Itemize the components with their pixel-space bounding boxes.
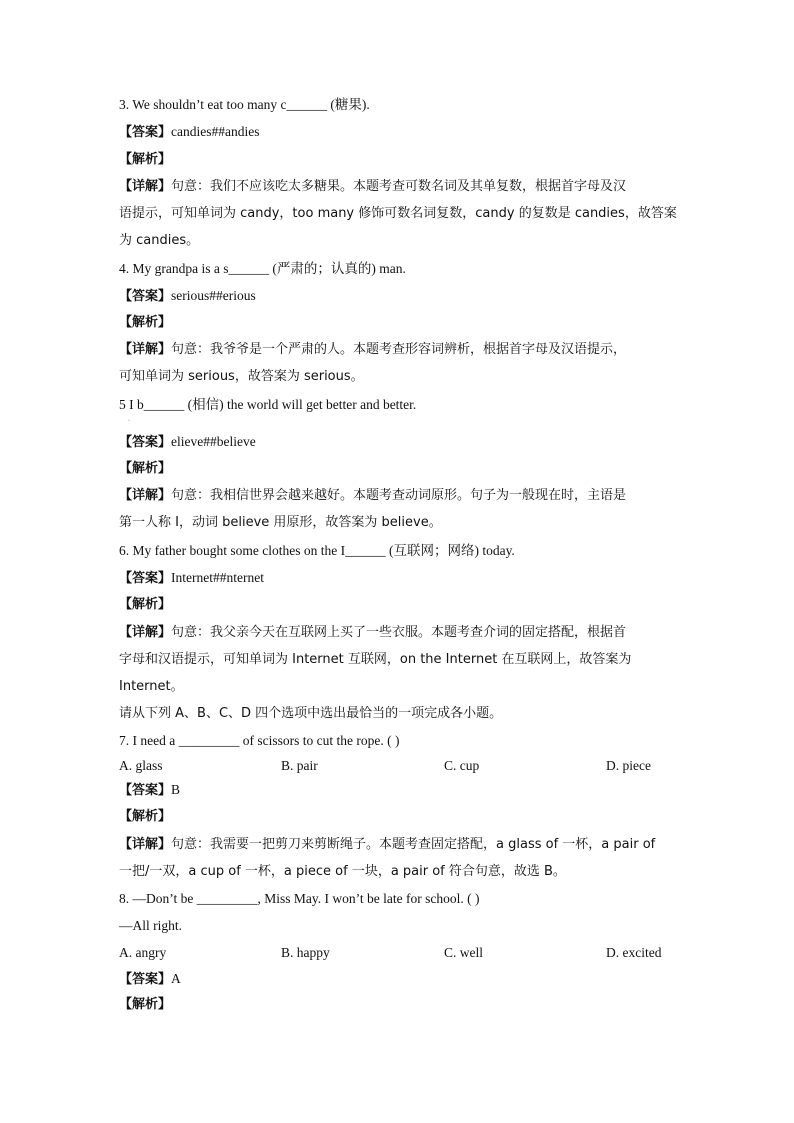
detail-line: 【详解】句意：我相信世界会越来越好。本题考查动词原形。句子为一般现在时，主语是 [119, 488, 627, 503]
detail-line: 【详解】句意：我爷爷是一个严肃的人。本题考查形容词辨析，根据首字母及汉语提示， [119, 342, 627, 357]
detail-line: 第一人称 I，动词 believe 用原形，故答案为 believe。 [119, 515, 442, 530]
answer-row-4 [119, 288, 256, 305]
answer-text: elieve##believe [171, 434, 256, 449]
question-3: 3. We shouldn’t eat too many c______ (糖果). [119, 97, 370, 112]
answer-row-7 [119, 782, 180, 799]
reply-line: —All right. [119, 918, 182, 933]
question-6: 6. My father bought some clothes on the I______ (互联网；网络) today. [119, 543, 515, 558]
detail-line: 【详解】句意：我们不应该吃太多糖果。本题考查可数名词及其单复数，根据首字母及汉 [119, 179, 627, 194]
detail-line: Internet。 [119, 679, 184, 694]
option-a: A. angry [119, 945, 167, 960]
detail-line: 语提示，可知单词为 candy，too many 修饰可数名词复数，candy 的复数是 candies，故答案 [119, 206, 677, 221]
analysis-tag: 【解析】 [119, 152, 172, 167]
detail-line: 【详解】句意：我需要一把剪刀来剪断绳子。本题考查固定搭配，a glass of 一杯，a pair of [119, 837, 656, 852]
option-d: D. excited [606, 945, 662, 960]
answer-tag: 【答案】 [119, 435, 172, 450]
answer-row-5 [119, 434, 256, 451]
option-c: C. well [444, 945, 483, 960]
detail-line: 一把/一双，a cup of 一杯，a piece of 一块，a pair of 符合句意，故选 B。 [119, 864, 566, 879]
analysis-tag: 【解析】 [119, 315, 172, 330]
answer-row-8 [119, 971, 181, 988]
detail-line: 可知单词为 serious，故答案为 serious。 [119, 369, 364, 384]
analysis-tag: 【解析】 [119, 461, 172, 476]
answer-text: candies##andies [171, 124, 260, 139]
answer-row-6 [119, 570, 264, 587]
option-b: B. pair [281, 758, 318, 773]
detail-line: 为 candies。 [119, 233, 200, 248]
answer-tag: 【答案】 [119, 289, 172, 304]
detail-line: 【详解】句意：我父亲今天在互联网上买了一些衣服。本题考查介词的固定搭配，根据首 [119, 625, 627, 640]
answer-text: Internet##nternet [171, 570, 264, 585]
answer-row-3 [119, 124, 259, 141]
option-c: C. cup [444, 758, 480, 773]
answer-text: B [171, 782, 181, 797]
analysis-tag: 【解析】 [119, 597, 172, 612]
option-b: B. happy [281, 945, 330, 960]
detail-tag: 【详解】 [119, 837, 172, 852]
answer-text: serious##erious [171, 288, 256, 303]
analysis-tag: 【解析】 [119, 809, 172, 824]
question-7: 7. I need a _________ of scissors to cut the rope. ( ) [119, 733, 400, 748]
option-d: D. piece [606, 758, 651, 773]
answer-text: A [171, 971, 181, 986]
answer-tag: 【答案】 [119, 783, 172, 798]
answer-tag: 【答案】 [119, 571, 172, 586]
stray-dot: · [128, 418, 130, 424]
question-5: 5 I b______ (相信) the world will get better and better. [119, 397, 417, 412]
option-a: A. glass [119, 758, 163, 773]
detail-tag: 【详解】 [119, 342, 172, 357]
analysis-tag: 【解析】 [119, 997, 172, 1012]
answer-tag: 【答案】 [119, 125, 172, 140]
section-instruction: 请从下列 A、B、C、D 四个选项中选出最恰当的一项完成各小题。 [119, 706, 503, 721]
detail-tag: 【详解】 [119, 488, 172, 503]
detail-tag: 【详解】 [119, 179, 172, 194]
answer-tag: 【答案】 [119, 972, 172, 987]
detail-tag: 【详解】 [119, 625, 172, 640]
question-8: 8. —Don’t be _________, Miss May. I won’t be late for school. ( ) [119, 891, 480, 906]
detail-line: 字母和汉语提示，可知单词为 Internet 互联网，on the Internet 在互联网上，故答案为 [119, 652, 632, 667]
question-4: 4. My grandpa is a s______ (严肃的；认真的) man. [119, 261, 406, 276]
